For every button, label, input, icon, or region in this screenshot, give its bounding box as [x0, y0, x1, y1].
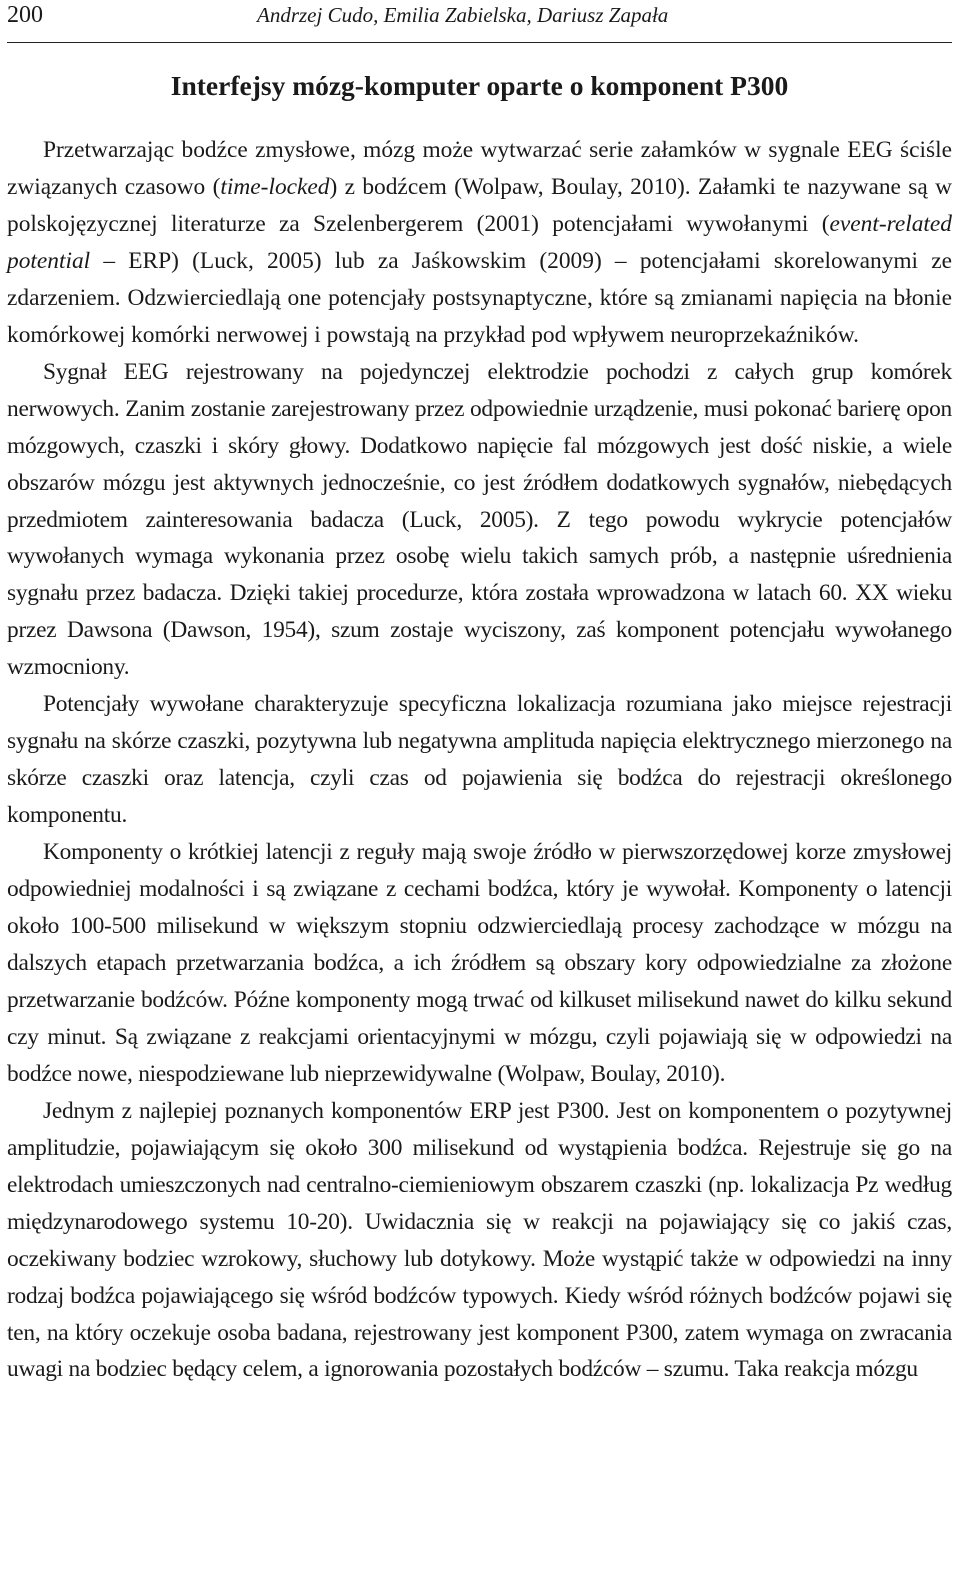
page-number: 200: [7, 2, 43, 28]
body-text: [7, 132, 952, 1388]
paragraph-text: – ERP) (Luck, 2005) lub za Jaśkowskim (2009) – potencjałami skorelowanymi ze zdarzeniem. Odzwierciedlają one potencjały postsynaptyczne, które są zmianami napięcia na błonie komórkowej komórki nerwowej i powstają na przykład pod wpływem neuroprzekaźników.: [7, 247, 952, 348]
italic-term: time-locked: [220, 173, 330, 200]
running-header: [7, 0, 952, 43]
paragraph: Komponenty o krótkiej latencji z reguły mają swoje źródło w pierwszorzędowej korze zmysłowej odpowiedniej modalności i są związane z cechami bodźca, który je wywołał. Komponenty o latencji około 100-500 milisekund w większym stopniu odzwierciedlają procesy zachodzące w mózgu na dalszych etapach przetwarzania bodźca, a ich źródłem są obszary kory odpowiedzialne za złożone przetwarzanie bodźców. Późne komponenty mogą trwać od kilkuset milisekund nawet do kilku sekund czy minut. Są związane z reakcjami orientacyjnymi w mózgu, czyli pojawiają się w odpowiedzi na bodźce nowe, niespodziewane lub nieprzewidywalne (Wolpaw, Boulay, 2010).: [7, 839, 952, 1087]
running-header-authors: Andrzej Cudo, Emilia Zabielska, Dariusz Zapała: [257, 3, 669, 27]
paragraph: [7, 132, 952, 354]
paragraph-text: ) z bodźcem (Wolpaw, Boulay, 2010). Załamki te nazywane są w polskojęzycznej literaturze za Szelenbergerem (2001) potencjałami wywołanymi (: [7, 173, 952, 237]
paragraph-text: Przetwarzając bodźce zmysłowe, mózg może wytwarzać serie załamków w sygnale EEG ściśle związanych czasowo (: [7, 137, 952, 200]
italic-term: event-related potential: [7, 210, 952, 274]
paragraph: Jednym z najlepiej poznanych komponentów ERP jest P300. Jest on komponentem o pozytywnej amplitudzie, pojawiającym się około 300 milisekund od wystąpienia bodźca. Rejestruje się go na elektrodach umieszczonych nad centralno-ciemieniowym obszarem czaszki (np. lokalizacja Pz według międzynarodowego systemu 10-20). Uwidacznia się w reakcji na pojawiający się co jakiś czas, oczekiwany bodziec wzrokowy, słuchowy lub dotykowy. Może wystąpić także w odpowiedzi na inny rodzaj bodźca pojawiającego się wśród bodźców typowych. Kiedy wśród różnych bodźców pojawi się ten, na który oczekuje osoba badana, rejestrowany jest komponent P300, zatem wymaga on zwracania uwagi na bodziec będący celem, a ignorowania pozostałych bodźców – szumu. Taka reakcja mózgu: [7, 1097, 952, 1383]
paragraph: Potencjały wywołane charakteryzuje specyficzna lokalizacja rozumiana jako miejsce rejestracji sygnału na skórze czaszki, pozytywna lub negatywna amplituda napięcia elektrycznego mierzonego na skórze czaszki oraz latencja, czyli czas od pojawienia się bodźca do rejestracji określonego komponentu.: [7, 691, 952, 829]
paragraph: Sygnał EEG rejestrowany na pojedynczej elektrodzie pochodzi z całych grup komórek nerwowych. Zanim zostanie zarejestrowany przez odpowiednie urządzenie, musi pokonać barierę opon mózgowych, czaszki i skóry głowy. Dodatkowo napięcie fal mózgowych jest dość niskie, a wiele obszarów mózgu jest aktywnych jednocześnie, co jest źródłem dodatkowych sygnałów, niebędących przedmiotem zainteresowania badacza (Luck, 2005). Z tego powodu wykrycie potencjałów wywołanych wymaga wykonania przez osobę wielu takich samych prób, a następnie uśrednienia sygnału przez badacza. Dzięki takiej procedurze, która została wprowadzona w latach 60. XX wieku przez Dawsona (Dawson, 1954), szum zostaje wyciszony, zaś komponent potencjału wywołanego wzmocniony.: [7, 358, 952, 681]
section-title: Interfejsy mózg-komputer oparte o komponent P300: [170, 70, 789, 101]
